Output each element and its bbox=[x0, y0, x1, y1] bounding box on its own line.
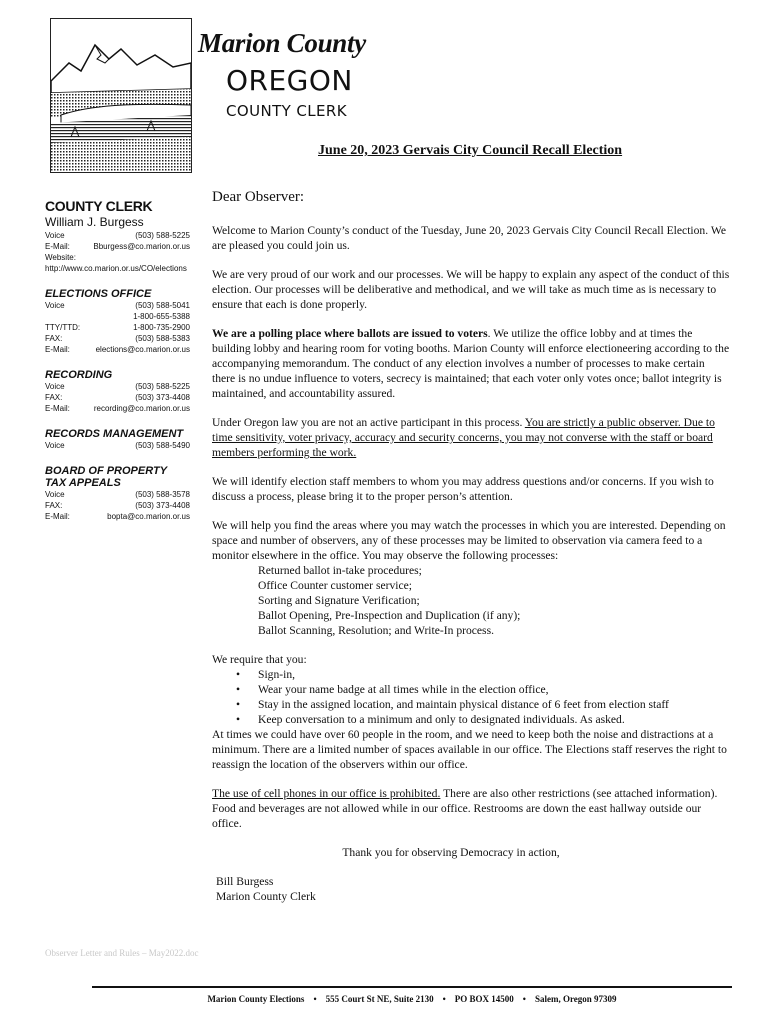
paragraph: The use of cell phones in our office is prohibited. There are also other restrictions (see attached information). Food and beverages are not allowed while in our office. Restrooms are down the east hallway outside our office. bbox=[212, 787, 718, 830]
bopta-email-link[interactable]: bopta@co.marion.or.us bbox=[107, 512, 190, 521]
bullet-icon: • bbox=[522, 994, 526, 1004]
contact-row: E-Mail: recording@co.marion.or.us bbox=[45, 404, 190, 413]
footer-divider bbox=[92, 986, 732, 988]
bold-statement: We are a polling place where ballots are issued to voters bbox=[212, 327, 488, 340]
contact-row: Voice (503) 588-5490 bbox=[45, 441, 190, 450]
contact-row: Website: bbox=[45, 253, 76, 262]
cell-phone-notice: The use of cell phones in our office is prohibited. bbox=[212, 787, 441, 800]
paragraph: Under Oregon law you are not an active participant in this process. You are strictly a public observer. Due to time sensitivity, voter privacy, accuracy and security concerns, you may not converse with the staff or board members performing the work. bbox=[212, 416, 715, 459]
landscape-logo-icon bbox=[51, 19, 191, 172]
website-link[interactable]: http://www.co.marion.or.us/CO/elections bbox=[45, 264, 187, 273]
sidebar-contacts bbox=[45, 198, 190, 522]
signature-name: Bill Burgess bbox=[216, 875, 274, 888]
clerk-email-link[interactable]: Bburgess@co.marion.or.us bbox=[93, 242, 190, 251]
contact-row: Voice (503) 588-3578 bbox=[45, 490, 190, 499]
list-item: • Stay in the assigned location, and maintain physical distance of 6 feet from election staff bbox=[236, 697, 730, 712]
header-state: OREGON bbox=[226, 64, 353, 97]
paragraph: We will identify election staff members to whom you may address questions and/or concerns. If you wish to discuss a process, please bring it to the proper person’s attention. bbox=[212, 475, 714, 503]
list-item: Ballot Scanning, Resolution; and Write-In process. bbox=[258, 624, 494, 637]
paragraph: We require that you: bbox=[212, 653, 307, 666]
clerk-name: William J. Burgess bbox=[45, 215, 144, 229]
paragraph: We are very proud of our work and our processes. We will be happy to explain any aspect of the conduct of this election. Our processes will be deliberative and methodical, and we will take as much time as is necessary to ensure that each is done properly. bbox=[212, 268, 730, 311]
paragraph: Welcome to Marion County’s conduct of the Tuesday, June 20, 2023 Gervais City Council Recall Election. We are pleased you could join us. bbox=[212, 224, 726, 252]
list-item: • Keep conversation to a minimum and only to designated individuals. As asked. bbox=[236, 712, 730, 727]
observer-notice: You are strictly a public observer. Due to time sensitivity, voter privacy, accuracy and security concerns, you may not converse with the staff or board members performing the work. bbox=[212, 416, 715, 459]
list-item: Returned ballot in-take procedures; bbox=[258, 564, 422, 577]
letter-body bbox=[212, 190, 730, 904]
closing-line: Thank you for observing Democracy in action, bbox=[342, 846, 560, 859]
requirements-list bbox=[212, 667, 730, 727]
sidebar-title: COUNTY CLERK bbox=[45, 198, 153, 214]
contact-row: FAX: (503) 373-4408 bbox=[45, 393, 190, 402]
contact-row: FAX: (503) 373-4408 bbox=[45, 501, 190, 510]
contact-row: 1-800-655-5388 bbox=[133, 312, 190, 321]
contact-row: E-Mail: elections@co.marion.or.us bbox=[45, 345, 190, 354]
paragraph: We are a polling place where ballots are issued to voters. We utilize the office lobby and at times the building lobby and hearing room for voting booths. Marion County will enforce electioneering according to the accompanying memorandum. The conduct of any election involves a number of processes to make certain there is no undue influence to voters, secrecy is maintained; that each voter only votes once; ballot integrity is maintained, and accountability assured. bbox=[212, 327, 730, 400]
list-item: • Wear your name badge at all times while in the election office, bbox=[236, 682, 730, 697]
bullet-icon: • bbox=[313, 994, 317, 1004]
recording-email-link[interactable]: recording@co.marion.or.us bbox=[93, 404, 190, 413]
signature-title: Marion County Clerk bbox=[216, 890, 316, 903]
contact-row: FAX: (503) 588-5383 bbox=[45, 334, 190, 343]
salutation: Dear Observer: bbox=[212, 189, 305, 205]
elections-email-link[interactable]: elections@co.marion.or.us bbox=[95, 345, 190, 354]
contact-row: Voice (503) 588-5225 bbox=[45, 231, 190, 240]
section-heading-recording: RECORDING bbox=[45, 369, 113, 381]
file-note: Observer Letter and Rules – May2022.doc bbox=[45, 948, 199, 958]
section-heading-elections: ELECTIONS OFFICE bbox=[45, 288, 152, 300]
list-item: Office Counter customer service; bbox=[258, 579, 412, 592]
contact-row: E-Mail: Bburgess@co.marion.or.us bbox=[45, 242, 190, 251]
header-county-title: Marion County bbox=[198, 28, 366, 58]
contact-row: Voice (503) 588-5041 bbox=[45, 301, 190, 310]
contact-row: Voice (503) 588-5225 bbox=[45, 382, 190, 391]
paragraph: At times we could have over 60 people in the room, and we need to keep both the noise and distractions at a minimum. There are a limited number of spaces available in our office. The Elections staff reserves the right to reassign the location of the observers within our office. bbox=[212, 728, 727, 771]
paragraph: We will help you find the areas where you may watch the processes in which you are interested. Depending on space and number of observers, any of these processes may be limited to observation via camera feed to a monitor elsewhere in the office. You may observe the following processes: bbox=[212, 519, 726, 562]
list-item: Ballot Opening, Pre-Inspection and Duplication (if any); bbox=[258, 609, 521, 622]
contact-row: E-Mail: bopta@co.marion.or.us bbox=[45, 512, 190, 521]
header-office: COUNTY CLERK bbox=[226, 102, 347, 120]
list-item: Sorting and Signature Verification; bbox=[258, 594, 420, 607]
county-logo bbox=[50, 18, 192, 173]
bullet-icon: • bbox=[442, 994, 446, 1004]
election-title: June 20, 2023 Gervais City Council Recall Election bbox=[318, 143, 623, 158]
contact-row: TTY/TTD: 1-800-735-2900 bbox=[45, 323, 190, 332]
footer-address: Marion County Elections • 555 Court St NE, Suite 2130 • PO BOX 14500 • Salem, Oregon 97309 bbox=[207, 994, 617, 1004]
list-item: • Sign-in, bbox=[236, 667, 730, 682]
section-heading-bopta: BOARD OF PROPERTY TAX APPEALS bbox=[45, 465, 167, 489]
section-heading-records: RECORDS MANAGEMENT bbox=[45, 428, 184, 440]
process-list bbox=[212, 563, 730, 638]
